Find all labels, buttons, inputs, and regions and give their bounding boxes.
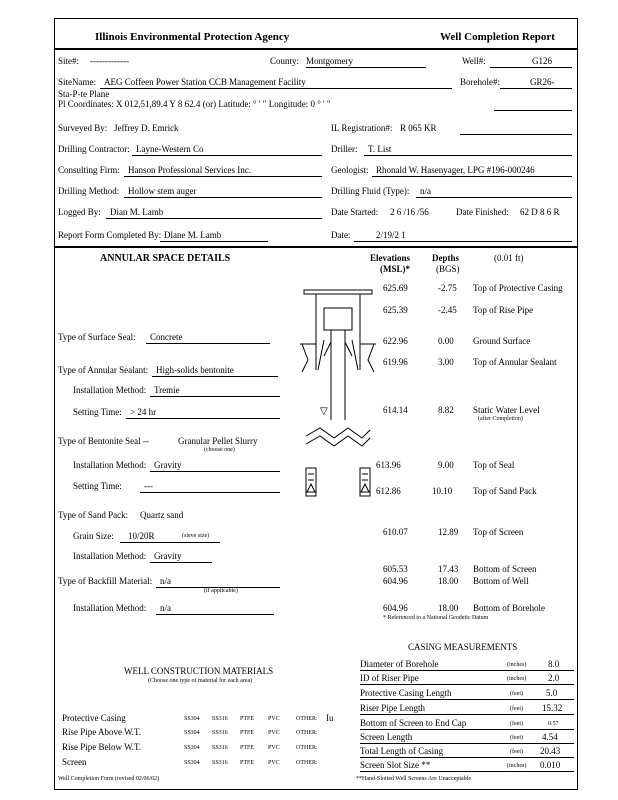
install-method-3-value: Gravity <box>154 551 182 561</box>
il-registration-label: IL Registration#: <box>331 123 393 133</box>
county-label: County: <box>270 56 300 66</box>
profile-label-1: Top of Rise Pipe <box>473 305 534 315</box>
install-method-4-underline <box>156 614 274 615</box>
install-method-2-underline <box>150 471 280 472</box>
material-row-0-opt-2: PTFE <box>240 716 255 722</box>
logged-by-label: Logged By: <box>58 207 101 217</box>
section-rule <box>54 246 577 248</box>
casing-row-7-unit: (inches) <box>507 763 527 769</box>
profile-elev-5: 613.96 <box>376 460 401 470</box>
footer-slot-note: **Hand-Slotted Well Screens Are Unacceptable <box>356 776 472 782</box>
materials-note: (Choose one type of material for each area) <box>148 678 253 684</box>
casing-row-3-label: Riser Pipe Length <box>360 703 425 713</box>
profile-label-3: Top of Annular Sealant <box>473 357 557 367</box>
site-name-underline <box>100 88 452 89</box>
surface-seal-value: Concrete <box>150 332 183 342</box>
material-row-2-opt-0: SS304 <box>184 745 200 751</box>
annular-sealant-label: Type of Annular Sealant: <box>58 365 149 375</box>
install-method-3-underline <box>150 562 212 563</box>
il-registration-value: R 065 KR <box>400 123 437 133</box>
casing-row-5-value: 4.54 <box>542 732 558 742</box>
profile-label-5: Top of Seal <box>473 460 515 470</box>
profile-elev-8: 605.53 <box>383 564 408 574</box>
install-method-3-label: Installation Method: <box>73 551 147 561</box>
date-finished-label: Date Finished: <box>456 207 509 217</box>
coordinates-line: Pl Coordinates: X 012,51,89.4 Y 8 62.4 (or) Latitude: ° ' " Longitude: 0 ° ' " <box>58 99 331 109</box>
profile-label-7: Top of Screen <box>473 527 524 537</box>
material-row-3-label: Screen <box>62 757 87 767</box>
profile-elev-9: 604.96 <box>383 576 408 586</box>
profile-depth-6: 10.10 <box>432 486 453 496</box>
annular-sealant-value: High-solids bentonite <box>156 365 234 375</box>
well-number-underline <box>490 67 572 68</box>
material-row-0-value: Iu <box>326 713 334 723</box>
profile-depth-9: 18.00 <box>438 576 459 586</box>
casing-row-3-value: 15.32 <box>542 703 563 713</box>
date-started-value: 2 6 /16 /56 <box>390 207 429 217</box>
setting-time-2-value: --- <box>144 481 153 491</box>
site-name-label: SiteName: <box>58 77 96 87</box>
install-method-1-label: Installation Method: <box>73 385 147 395</box>
casing-row-7-value: 0.010 <box>540 760 561 770</box>
drilling-fluid-value: n/a <box>420 186 431 196</box>
footer-form-id: Well Completion Form (revised 02/06/02) <box>58 776 160 782</box>
install-method-1-underline <box>150 396 280 397</box>
casing-row-2-unit: (feet) <box>510 691 523 697</box>
choose-one-note: (choose one) <box>204 447 235 453</box>
material-row-2-opt-3: PVC <box>268 745 280 751</box>
elevations-unit: (MSL)* <box>380 264 410 274</box>
well-number-value: G126 <box>532 56 552 66</box>
static-water-note: (after Completion) <box>478 416 523 422</box>
depths-heading: Depths <box>432 253 460 263</box>
site-name-value: AEG Coffeen Power Station CCB Management Facility <box>104 77 306 87</box>
setting-time-1-underline <box>126 418 280 419</box>
drilling-method-label: Drilling Method: <box>58 186 120 196</box>
drilling-fluid-underline <box>416 197 572 198</box>
material-row-3-opt-3: PVC <box>268 760 280 766</box>
driller-underline <box>364 155 572 156</box>
well-number-label: Well#: <box>462 56 486 66</box>
profile-depth-7: 12.89 <box>438 527 459 537</box>
date-value: 2/19/2 1 <box>376 230 406 240</box>
casing-heading: CASING MEASUREMENTS <box>408 642 518 652</box>
material-row-0-opt-4: OTHER: <box>296 716 318 722</box>
casing-row-7-label: Screen Slot Size ** <box>360 760 431 770</box>
materials-heading: WELL CONSTRUCTION MATERIALS <box>124 666 274 676</box>
profile-depth-0: -2.75 <box>438 283 457 293</box>
annular-sealant-underline <box>152 376 278 377</box>
consulting-firm-value: Hanson Professional Services Inc. <box>128 165 251 175</box>
casing-row-4-label: Bottom of Screen to End Cap <box>360 718 467 728</box>
casing-row-2-underline <box>360 699 574 700</box>
casing-row-7-underline <box>360 771 574 772</box>
casing-row-1-underline <box>360 684 574 685</box>
borehole-underline <box>500 88 572 89</box>
material-row-1-opt-4: OTHER: <box>296 730 318 736</box>
bentonite-seal-choices: Granular Pellet Slurry <box>178 436 258 446</box>
site-number-label: Site#: <box>58 56 80 66</box>
install-method-2-value: Gravity <box>154 460 182 470</box>
material-row-1-opt-1: SS316 <box>212 730 228 736</box>
casing-row-0-label: Diameter of Borehole <box>360 659 439 669</box>
state-plane-label: Sta-P-te Plane <box>58 89 110 99</box>
material-row-2-opt-1: SS316 <box>212 745 228 751</box>
profile-elev-1: 625.39 <box>383 305 408 315</box>
casing-row-1-label: ID of Riser Pipe <box>360 673 419 683</box>
profile-label-2: Ground Surface <box>473 336 531 346</box>
profile-depth-2: 0.00 <box>438 336 454 346</box>
date-started-label: Date Started: <box>331 207 379 217</box>
casing-row-2-label: Protective Casing Length <box>360 688 452 698</box>
profile-elev-3: 619.96 <box>383 357 408 367</box>
date-underline <box>354 241 572 242</box>
report-completed-by-value: Dlane M. Lamb <box>164 230 222 240</box>
casing-row-0-unit: (inches) <box>507 662 527 668</box>
casing-row-4-underline <box>360 729 574 730</box>
profile-label-8: Bottom of Screen <box>473 564 537 574</box>
grain-size-underline <box>120 542 220 543</box>
casing-row-4-value: 0.57 <box>548 721 559 727</box>
drilling-contractor-label: Drilling Contractor: <box>58 144 130 154</box>
drilling-fluid-label: Drilling Fluid (Type): <box>331 186 410 196</box>
material-row-1-opt-2: PTFE <box>240 730 255 736</box>
surface-seal-label: Type of Surface Seal: <box>58 332 136 342</box>
material-row-1-opt-0: SS304 <box>184 730 200 736</box>
elevations-heading: Elevations <box>370 253 411 263</box>
setting-time-2-label: Setting Time: <box>73 481 122 491</box>
profile-depth-1: -2.45 <box>438 305 457 315</box>
profile-depth-5: 9.00 <box>438 460 454 470</box>
profile-elev-4: 614.14 <box>383 405 408 415</box>
longitude-underline <box>494 110 572 111</box>
material-row-3-opt-1: SS316 <box>212 760 228 766</box>
casing-row-5-unit: (feet) <box>510 735 523 741</box>
casing-row-6-underline <box>360 757 574 758</box>
surveyed-by-label: Surveyed By: <box>58 123 108 133</box>
profile-label-4: Static Water Level <box>473 405 540 415</box>
profile-label-10: Bottom of Borehole <box>473 603 545 613</box>
drilling-method-underline <box>124 197 322 198</box>
logged-by-underline <box>106 218 322 219</box>
material-row-0-opt-0: SS304 <box>184 716 200 722</box>
material-row-0-opt-3: PVC <box>268 716 280 722</box>
profile-elev-7: 610.07 <box>383 527 408 537</box>
geologist-label: Geologist: <box>331 165 369 175</box>
casing-row-4-unit: (feet) <box>510 721 523 727</box>
geologist-underline <box>372 176 572 177</box>
sieve-size-note: (sieve size) <box>182 533 210 539</box>
casing-row-1-value: 2.0 <box>548 673 560 683</box>
profile-depth-10: 18.00 <box>438 603 459 613</box>
setting-time-2-underline <box>140 492 280 493</box>
material-row-0-opt-1: SS316 <box>212 716 228 722</box>
casing-row-5-underline <box>360 743 574 744</box>
sand-pack-label: Type of Sand Pack: <box>58 510 129 520</box>
grain-size-value: 10/20R <box>128 531 155 541</box>
drilling-contractor-value: Layne-Western Co <box>136 144 204 154</box>
material-row-3-opt-2: PTFE <box>240 760 255 766</box>
sand-pack-value: Quartz sand <box>140 510 184 520</box>
driller-value: T. List <box>368 144 392 154</box>
geologist-value: Rhonald W. Hasenyager, LPG #196-000246 <box>376 165 535 175</box>
surface-seal-underline <box>146 343 270 344</box>
casing-row-6-label: Total Length of Casing <box>360 746 444 756</box>
profile-elev-0: 625.69 <box>383 283 408 293</box>
casing-row-3-underline <box>360 714 574 715</box>
install-method-4-label: Installation Method: <box>73 603 147 613</box>
casing-row-3-unit: (feet) <box>510 706 523 712</box>
bentonite-seal-label: Type of Bentonite Seal -- <box>58 436 149 446</box>
casing-row-2-value: 5.0 <box>546 688 558 698</box>
header-rule <box>54 48 577 50</box>
profile-elev-10: 604.96 <box>383 603 408 613</box>
county-underline <box>306 67 426 68</box>
report-completed-by-underline <box>160 241 268 242</box>
driller-label: Driller: <box>331 144 358 154</box>
casing-row-5-label: Screen Length <box>360 732 413 742</box>
casing-row-1-unit: (inches) <box>507 676 527 682</box>
accuracy-note: (0.01 ft) <box>494 253 524 263</box>
casing-row-6-value: 20.43 <box>540 746 561 756</box>
date-finished-value: 62 D 8 6 R <box>520 207 560 217</box>
material-row-1-label: Rise Pipe Above W.T. <box>62 727 142 737</box>
casing-row-0-underline <box>360 670 574 671</box>
consulting-firm-underline <box>124 176 322 177</box>
material-row-2-opt-4: OTHER: <box>296 745 318 751</box>
material-row-3-opt-4: OTHER: <box>296 760 318 766</box>
report-title: Well Completion Report <box>440 31 555 43</box>
profile-label-6: Top of Sand Pack <box>473 486 537 496</box>
material-row-2-opt-2: PTFE <box>240 745 255 751</box>
report-completed-by-label: Report Form Completed By: <box>58 230 162 240</box>
profile-elev-2: 622.96 <box>383 336 408 346</box>
setting-time-1-label: Setting Time: <box>73 407 122 417</box>
profile-depth-8: 17.43 <box>438 564 459 574</box>
casing-row-0-value: 8.0 <box>548 659 560 669</box>
well-diagram <box>298 280 378 620</box>
profile-elev-6: 612.86 <box>376 486 401 496</box>
borehole-value: GR26- <box>530 77 555 87</box>
borehole-label: Borehole#: <box>460 77 500 87</box>
install-method-2-label: Installation Method: <box>73 460 147 470</box>
county-value: Montgomery <box>306 56 353 66</box>
material-row-0-label: Protective Casing <box>62 713 126 723</box>
drilling-contractor-underline <box>132 155 322 156</box>
water-level-icon: ▽ <box>320 406 328 417</box>
install-method-1-value: Tremie <box>154 385 180 395</box>
backfill-underline <box>156 587 280 588</box>
material-row-3-opt-0: SS304 <box>184 760 200 766</box>
site-number-value: ------------- <box>90 56 129 66</box>
consulting-firm-label: Consulting Firm: <box>58 165 120 175</box>
logged-by-value: Dian M. Lamb <box>110 207 164 217</box>
date-label: Date: <box>331 230 351 240</box>
annular-heading: ANNULAR SPACE DETAILS <box>100 253 231 264</box>
depths-unit: (BGS) <box>436 264 460 274</box>
if-applicable-note: (if applicable) <box>204 588 238 594</box>
profile-label-0: Top of Protective Casing <box>473 283 563 293</box>
datum-footnote: * Referenced to a National Geodetic Datum <box>383 615 489 621</box>
profile-depth-3: 3.00 <box>438 357 454 367</box>
casing-row-6-unit: (feet) <box>510 749 523 755</box>
backfill-label: Type of Backfill Material: <box>58 576 153 586</box>
install-method-4-value: n/a <box>160 603 171 613</box>
grain-size-label: Grain Size: <box>73 531 114 541</box>
material-row-1-opt-3: PVC <box>268 730 280 736</box>
surveyed-by-value: Jeffrey D. Emrick <box>114 123 179 133</box>
profile-depth-4: 8.82 <box>438 405 454 415</box>
drilling-method-value: Hollow stem auger <box>128 186 197 196</box>
backfill-value: n/a <box>160 576 171 586</box>
profile-label-9: Bottom of Well <box>473 576 529 586</box>
setting-time-1-value: > 24 hr <box>130 407 157 417</box>
material-row-2-label: Rise Pipe Below W.T. <box>62 742 142 752</box>
il-registration-underline <box>460 134 572 135</box>
agency-title: Illinois Environmental Protection Agency <box>95 31 290 43</box>
